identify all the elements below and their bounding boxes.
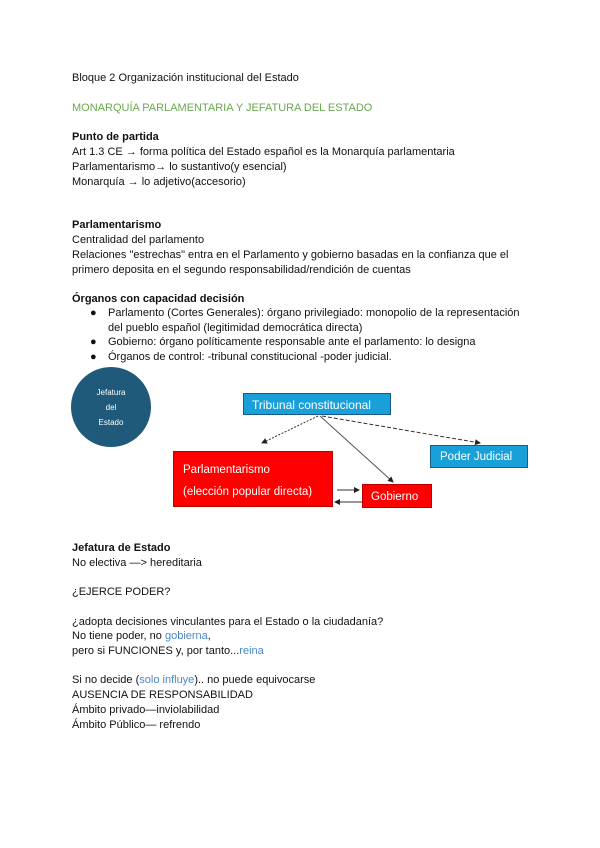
text-line: Art 1.3 CE → forma política del Estado español es la Monarquía parlamentaria bbox=[72, 146, 455, 158]
highlight-text: gobierna bbox=[164, 630, 208, 642]
text-line: Relaciones "estrechas" entra en el Parlamento y gobierno basadas en la confianza que el bbox=[72, 249, 509, 261]
tribunal-box: Tribunal constitucional bbox=[243, 393, 391, 415]
text-line bbox=[72, 629, 211, 643]
circle-text: Jefatura bbox=[96, 387, 126, 397]
poder-judicial-box: Poder Judicial bbox=[430, 445, 528, 468]
text-line: ¿EJERCE PODER? bbox=[72, 586, 171, 598]
bullet-text: Parlamento (Cortes Generales): órgano privilegiado: monopolio de la representación bbox=[108, 307, 520, 319]
organos-title: Órganos con capacidad decisión bbox=[72, 293, 245, 305]
text-line: Ámbito Público— refrendo bbox=[72, 719, 201, 731]
bullet-text: del pueblo español (legitimidad democrática directa) bbox=[108, 322, 363, 334]
section-heading: MONARQUÍA PARLAMENTARIA Y JEFATURA DEL ESTADO bbox=[72, 102, 373, 114]
text-span: No tiene poder, no bbox=[72, 630, 165, 642]
jefatura-title: Jefatura de Estado bbox=[72, 542, 171, 554]
text-span: , bbox=[207, 630, 211, 642]
highlight-text: solo influye bbox=[139, 674, 195, 686]
text-line: primero deposita en el segundo responsabilidad/rendición de cuentas bbox=[72, 264, 411, 276]
arrow-to-parlamento bbox=[262, 416, 318, 443]
text-line: ¿adopta decisiones vinculantes para el Estado o la ciudadanía? bbox=[72, 616, 384, 628]
box-text: (elección popular directa) bbox=[183, 486, 313, 498]
text-line: Centralidad del parlamento bbox=[72, 234, 205, 246]
bullet-text: Órganos de control: -tribunal constitucional -poder judicial. bbox=[108, 351, 392, 363]
text-line: No electiva —> hereditaria bbox=[72, 557, 202, 569]
text-line: Monarquía → lo adjetivo(accesorio) bbox=[72, 176, 246, 188]
gobierno-box: Gobierno bbox=[362, 484, 432, 508]
highlight-text: reina bbox=[239, 645, 264, 657]
bullet-icon: ● bbox=[90, 336, 97, 348]
text-line bbox=[72, 644, 264, 658]
text-line: AUSENCIA DE RESPONSABILIDAD bbox=[72, 689, 253, 701]
text-span: ).. no puede equivocarse bbox=[194, 674, 316, 686]
bullet-text: Gobierno: órgano políticamente responsable ante el parlamento: lo designa bbox=[108, 336, 476, 348]
bullet-icon: ● bbox=[90, 307, 97, 319]
circle-text: Estado bbox=[98, 417, 124, 427]
circle-text: del bbox=[105, 402, 117, 412]
parlamentarismo-box bbox=[173, 451, 333, 507]
punto-title: Punto de partida bbox=[72, 131, 159, 143]
text-line bbox=[72, 673, 315, 687]
parl-title: Parlamentarismo bbox=[72, 219, 162, 231]
text-line: Ámbito privado—inviolabilidad bbox=[72, 704, 220, 716]
text-line: Parlamentarismo→ lo sustantivo(y esencial) bbox=[72, 161, 287, 173]
text-span: pero si FUNCIONES y, por tanto... bbox=[72, 645, 240, 657]
bullet-icon: ● bbox=[90, 351, 97, 363]
doc-title: Bloque 2 Organización institucional del Estado bbox=[72, 72, 299, 84]
text-span: Si no decide ( bbox=[72, 674, 140, 686]
box-text: Parlamentarismo bbox=[183, 464, 270, 476]
